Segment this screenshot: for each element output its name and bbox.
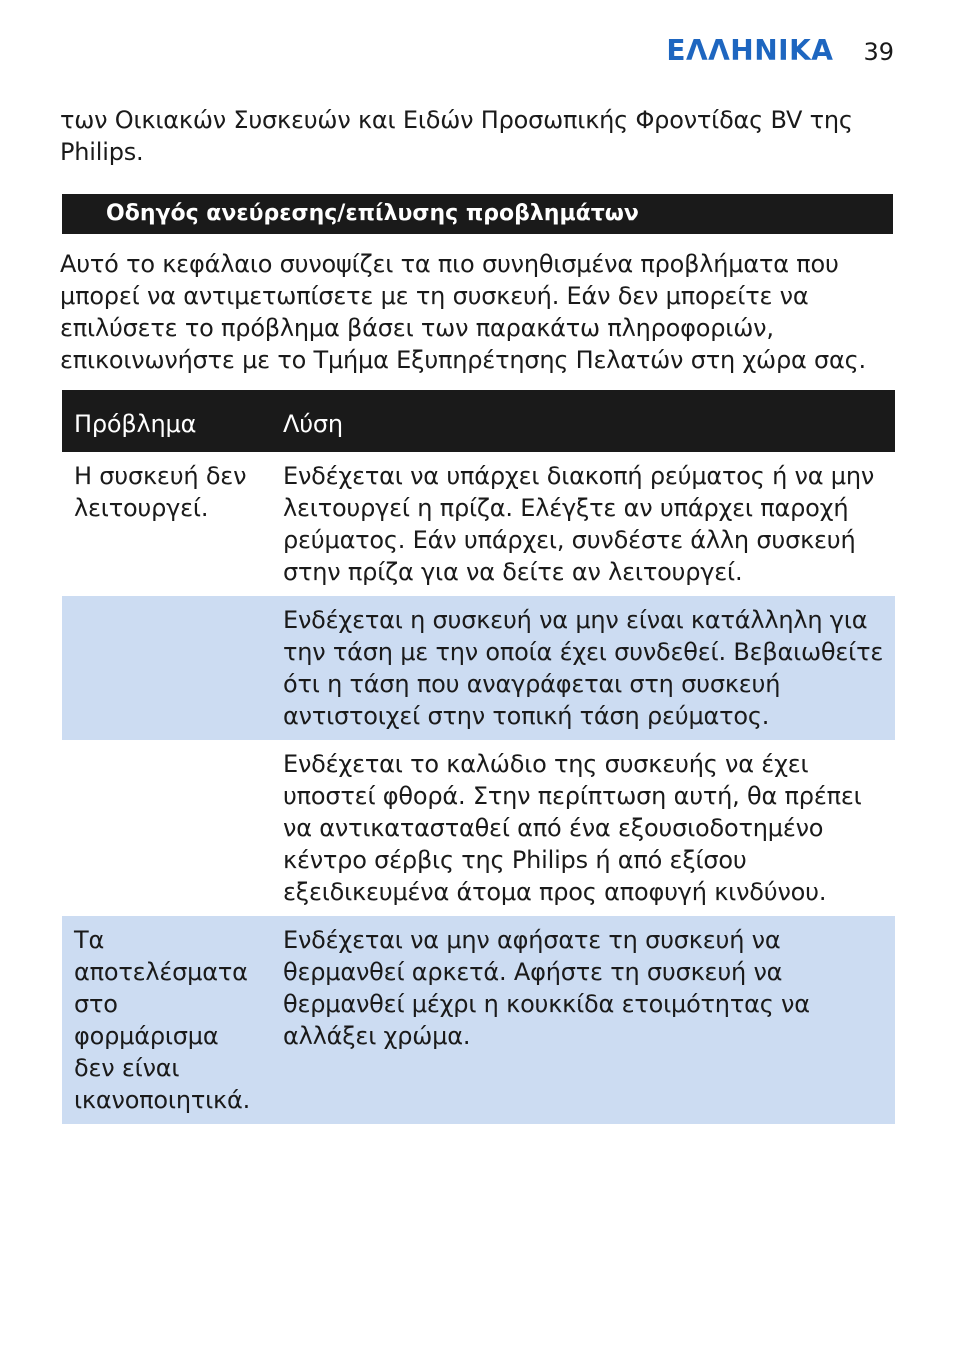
table-row	[62, 916, 895, 1124]
problem-cell	[62, 740, 271, 916]
language-title: ΕΛΛΗΝΙΚΑ	[666, 34, 834, 67]
page-number: 39	[863, 38, 894, 66]
solution-cell: Ενδέχεται να μην αφήσατε τη συσκευή να θερμανθεί αρκετά. Αφήστε τη συσκευή να θερμανθεί μέχρι η κουκκίδα ετοιμότητας να αλλάξει χρώμα.	[271, 916, 895, 1124]
problem-cell	[62, 596, 271, 740]
solution-cell: Ενδέχεται να υπάρχει διακοπή ρεύματος ή να μην λειτουργεί η πρίζα. Ελέγξτε αν υπάρχει παροχή ρεύματος. Εάν υπάρχει, συνδέστε άλλη συσκευή στην πρίζα για να δείτε αν λειτουργεί.	[283, 462, 875, 586]
problem-cell: Η συσκευή δεν λειτουργεί.	[74, 462, 247, 522]
table-row	[62, 740, 895, 916]
table-row	[62, 452, 895, 596]
solution-cell: Ενδέχεται το καλώδιο της συσκευής να έχει υποστεί φθορά. Στην περίπτωση αυτή, θα πρέπει να αντικατασταθεί από ένα εξουσιοδοτημένο κέντρο σέρβις της Philips ή από εξίσου εξειδικευμένα άτομα προς αποφυγή κινδύνου.	[283, 750, 862, 906]
header-problem: Πρόβλημα	[62, 390, 271, 452]
section-summary: Αυτό το κεφάλαιο συνοψίζει τα πιο συνηθισμένα προβλήματα που μπορεί να αντιμετωπίσετε με τη συσκευή. Εάν δεν μπορείτε να επιλύσετε το πρόβλημα βάσει των παρακάτω πληροφοριών, επικοινωνήστε με το Τμήμα Εξυπηρέτησης Πελατών στη χώρα σας.	[60, 250, 866, 374]
page-header	[666, 34, 894, 67]
header-solution: Λύση	[271, 390, 895, 452]
table-row	[62, 596, 895, 740]
intro-paragraph: των Οικιακών Συσκευών και Ειδών Προσωπικής Φροντίδας BV της Philips.	[60, 106, 853, 166]
troubleshooting-table	[62, 390, 895, 1124]
table-header-row	[62, 390, 895, 452]
problem-cell: Τα αποτελέσματα στο φορμάρισμα δεν είναι ικανοποιητικά.	[62, 916, 271, 1124]
section-heading: Οδηγός ανεύρεσης/επίλυσης προβλημάτων	[62, 194, 893, 234]
solution-cell: Ενδέχεται η συσκευή να μην είναι κατάλληλη για την τάση με την οποία έχει συνδεθεί. Βεβαιωθείτε ότι η τάση που αναγράφεται στη συσκευή αντιστοιχεί στην τοπική τάση ρεύματος.	[271, 596, 895, 740]
